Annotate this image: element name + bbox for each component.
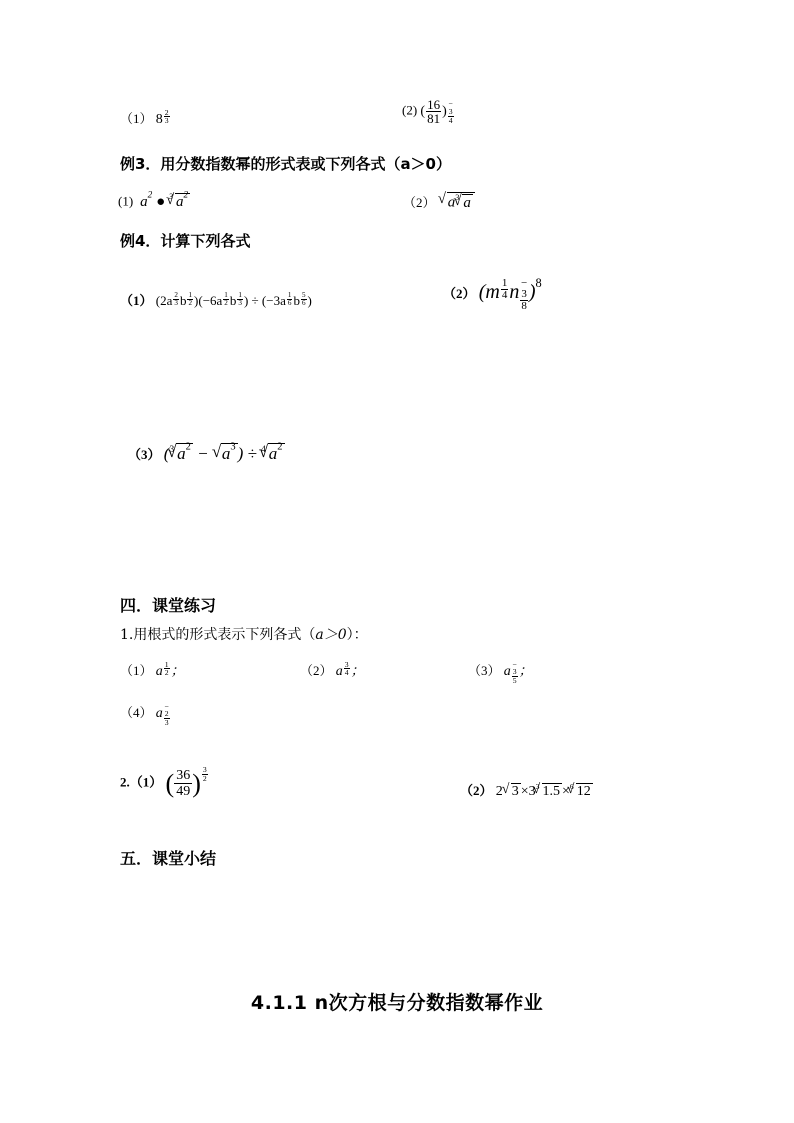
practice-i2-expr: a $\frac{3}{4}$ ； bbox=[335, 659, 365, 679]
practice-i1-label: （1） bbox=[120, 663, 153, 678]
practice-q2-item2-label: （2） bbox=[460, 783, 493, 798]
practice-q1 bbox=[120, 624, 368, 644]
ex4-item2-expr: (m $\frac{1}{4}$ n − 3 8 )$^8$ bbox=[478, 275, 542, 312]
ex3-item2-label: （2） bbox=[403, 195, 436, 210]
practice-q2-label: 2.（1） bbox=[120, 774, 163, 790]
practice-q1-text: 1.用根式的形式表示下列各式（ bbox=[120, 627, 316, 643]
practice-i4-expr: a − 2 3 bbox=[155, 701, 169, 727]
ex2-item1-label: （1） bbox=[120, 111, 153, 126]
practice-i2 bbox=[300, 660, 365, 680]
ex3-heading: 例3．用分数指数幂的形式表或下列各式（a＞0） bbox=[120, 155, 451, 173]
ex3-item1-label: (1) bbox=[118, 193, 134, 209]
practice-i4 bbox=[120, 702, 171, 727]
practice-i3-expr: a − 3 5 ； bbox=[503, 659, 533, 685]
ex2-item1 bbox=[120, 108, 171, 128]
practice-i3 bbox=[468, 660, 533, 685]
ex2-item2 bbox=[402, 98, 455, 125]
ex3-item2 bbox=[403, 192, 475, 212]
ex3-item2-expr: √ $a^3√$ a bbox=[439, 195, 475, 211]
practice-q2-item2-expr: 2√ $3 \times 3^3√$ 1.5 ×$^6$√ 12 bbox=[496, 784, 593, 799]
ex4-item2 bbox=[443, 275, 542, 312]
ex4-item3 bbox=[128, 443, 285, 464]
ex4-item3-label: （3） bbox=[128, 447, 161, 462]
ex4-item2-label: （2） bbox=[443, 286, 476, 302]
ex4-item3-expr: ($^3$√ $a^2$ − √ $a^3$ ) ÷ $^4$√ $a^2$ bbox=[164, 444, 285, 463]
practice-i1-expr: a $\frac{1}{2}$ ； bbox=[155, 659, 185, 679]
ex4-item1-label: （1） bbox=[120, 293, 153, 308]
ex4-item1-expr: (2a $\frac{2}{3}$ b $\frac{1}{2}$ )(−6a $\frac{1}{2}$ b $\frac{1}{3}$ ) ÷ (−3a $\frac{1}{6}$ b $\frac{5}{6}$ ) bbox=[155, 291, 312, 308]
ex2-item1-expr: 8 $\frac{2}{3}$ bbox=[155, 107, 169, 127]
homework-title: 4.1.1 n次方根与分数指数幂作业 bbox=[250, 992, 544, 1014]
practice-i1 bbox=[120, 660, 185, 680]
practice-i2-label: （2） bbox=[300, 663, 333, 678]
practice-q1-cond: a＞0 bbox=[315, 627, 347, 643]
ex4-heading: 例4．计算下列各式 bbox=[120, 232, 251, 250]
practice-q2 bbox=[120, 766, 209, 799]
practice-q1-end: ）： bbox=[346, 627, 368, 643]
ex3-item1 bbox=[118, 192, 190, 211]
practice-i4-label: （4） bbox=[120, 705, 153, 720]
practice-i3-label: （3） bbox=[468, 663, 501, 678]
practice-heading: 四．课堂练习 bbox=[120, 596, 217, 615]
summary-heading: 五．课堂小结 bbox=[120, 849, 217, 868]
practice-q2-item2 bbox=[460, 780, 593, 800]
ex4-item1 bbox=[120, 290, 312, 309]
practice-q2-expr: ( $\frac{36}{49}$ ) $\frac{3}{2}$ bbox=[165, 765, 207, 799]
ex2-item2-label: (2) bbox=[402, 102, 418, 118]
ex3-item1-expr: $a^2$ ● $^3$√ $a^2$ bbox=[136, 194, 190, 210]
ex2-item2-expr: ( $\frac{16}{81}$ ) − 3 4 bbox=[420, 97, 453, 126]
